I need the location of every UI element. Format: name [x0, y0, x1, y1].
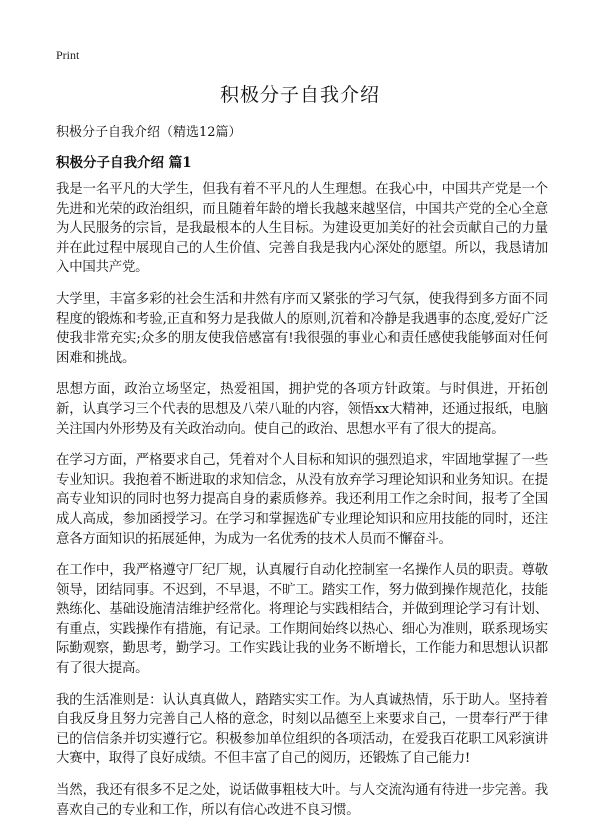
document-subtitle: 积极分子自我介绍（精选12篇）	[56, 125, 242, 140]
section-heading: 积极分子自我介绍 篇1	[56, 155, 192, 171]
page-title: 积极分子自我介绍	[219, 84, 380, 106]
paragraph-3: 思想方面，政治立场坚定，热爱祖国，拥护党的各项方针政策。与时俱进，开拓创新，认真学习三个代表的思想及八荣八耻的内容，领悟xx大精神，还通过报纸，电脑关注国内外形势及有关政治动向。使自己的政治、思想水平有了很大的提高。	[56, 382, 548, 437]
paragraph-7: 当然，我还有很多不足之处，说话做事粗枝大叶。与人交流沟通有待进一步完善。我喜欢自己的专业和工作，所以有信心改进不良习惯。	[56, 783, 548, 818]
paragraph-6: 我的生活准则是：认认真真做人，踏踏实实工作。为人真诚热情，乐于助人。坚持着自我反身且努力完善自己人格的意念，时刻以品德至上来要求自己，一贯奉行严于律已的信信条并切实遵行它。积极参加单位组织的各项活动，在爱我百花职工风彩演讲大赛中，取得了良好成绩。不但丰富了自己的阅历，还锻炼了自己能力!	[56, 692, 548, 767]
print-link[interactable]: Print	[56, 48, 80, 62]
paragraph-2: 大学里，丰富多彩的社会生活和井然有序而又紧张的学习气氛，使我得到多方面不同程度的锻炼和考验,正直和努力是我做人的原则,沉着和冷静是我遇事的态度,爱好广泛使我非常充实;众多的朋友使我倍感富有!我很强的事业心和责任感使我能够面对任何困难和挑战。	[56, 291, 548, 366]
article-body	[56, 180, 548, 832]
paragraph-4: 在学习方面，严格要求自己，凭着对个人目标和知识的强烈追求，牢固地掌握了一些专业知识。我抱着不断进取的求知信念，从没有放弃学习理论知识和业务知识。在提高专业知识的同时也努力提高自身的素质修养。我还利用工作之余时间，报考了全国成人高成，参加函授学习。在学习和掌握选矿专业理论知识和应用技能的同时，还注意各方面知识的拓展延伸，为成为一名优秀的技术人员而不懈奋斗。	[56, 453, 548, 547]
paragraph-1: 我是一名平凡的大学生，但我有着不平凡的人生理想。在我心中，中国共产党是一个先进和光荣的政治组织，而且随着年龄的增长我越来越坚信，中国共产党的全心全意为人民服务的宗旨，是我最根本的人生目标。为建设更加美好的社会贡献自己的力量并在此过程中展现自己的人生价值、完善自我是我内心深处的愿望。所以，我恳请加入中国共产党。	[56, 182, 548, 276]
paragraph-5: 在工作中，我严格遵守厂纪厂规，认真履行自动化控制室一名操作人员的职责。尊敬领导，团结同事。不迟到，不早退，不旷工。踏实工作，努力做到操作规范化，技能熟练化、基础设施清洁维护经常化。将理论与实践相结合，并做到理论学习有计划、有重点，实践操作有措施，有记录。工作期间始终以热心、细心为准则，联系现场实际勤观察，勤思考，勤学习。工作实践让我的业务不断增长，工作能力和思想认识都有了很大提高。	[56, 563, 548, 677]
